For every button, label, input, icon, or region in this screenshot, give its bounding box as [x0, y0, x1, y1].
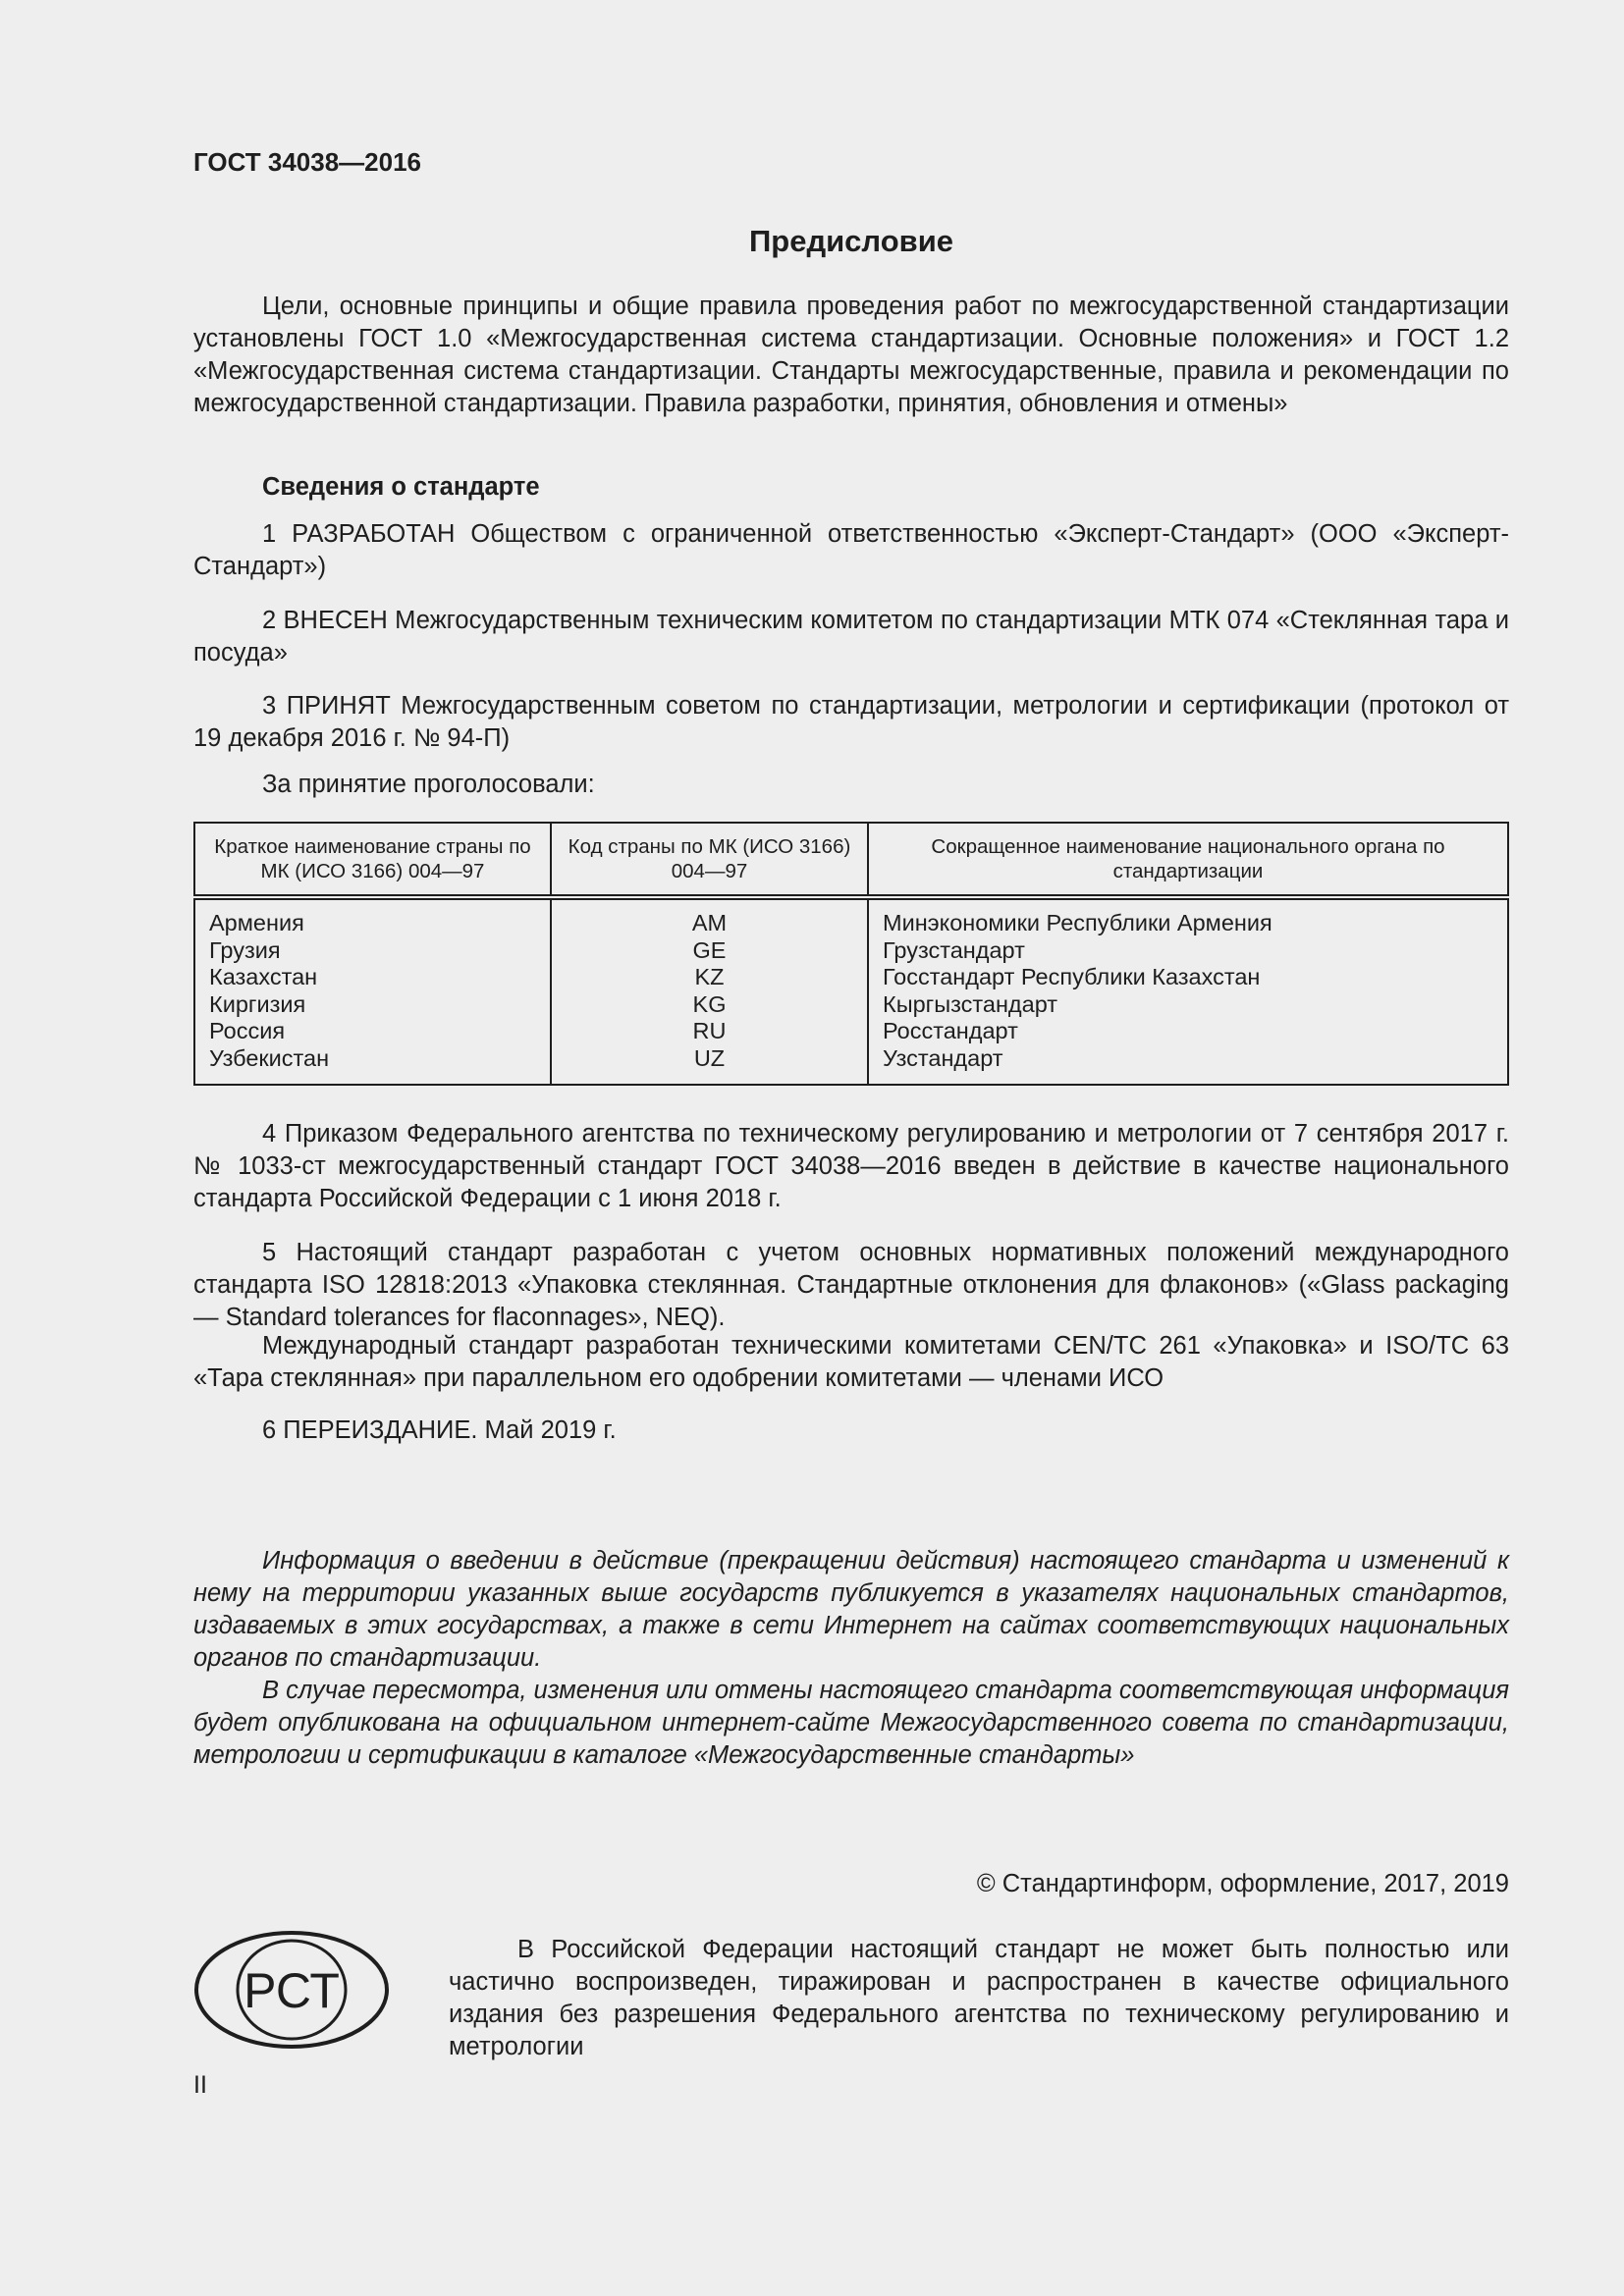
rst-logo: [193, 1929, 390, 2056]
item-4: 4 Приказом Федерального агентства по техническому регулированию и метрологии от 7 сентября 2017 г. № 1033-ст межгосударственный стандарт ГОСТ 34038—2016 введен в действие в качестве национального стандарта Российской Федерации с 1 июня 2018 г.: [193, 1120, 1509, 1212]
logo-text: РСТ: [244, 1963, 340, 2018]
country-name: Казахстан: [209, 964, 318, 989]
rights-notice: В Российской Федерации настоящий стандарт не может быть полностью или частично воспроизведен, тиражирован и распространен в качестве официального издания без разрешения Федерального агентства по техническому регулированию и метрологии: [449, 1936, 1509, 2060]
authority-name: Минэкономики Республики Армения: [883, 910, 1272, 935]
item-2: 2 ВНЕСЕН Межгосударственным техническим комитетом по стандартизации МТК 074 «Стеклянная тара и посуда»: [193, 607, 1509, 667]
country-code: GE: [692, 936, 727, 963]
code-column: [551, 897, 868, 1085]
info-heading: Сведения о стандарте: [262, 473, 540, 501]
country-name: Грузия: [209, 936, 281, 963]
authority-name: Грузстандарт: [883, 936, 1025, 963]
header-authority: Сокращенное наименование национального органа по стандартизации: [868, 823, 1508, 897]
country-code: UZ: [693, 1044, 726, 1071]
item-6: 6 ПЕРЕИЗДАНИЕ. Май 2019 г.: [262, 1416, 617, 1444]
intro-paragraph: Цели, основные принципы и общие правила проведения работ по межгосударственной стандартизации установлены ГОСТ 1.0 «Межгосударственная система стандартизации. Основные положения» и ГОСТ 1.2 «Межгосударственная система стандартизации. Стандарты межгосударственные, правила и рекомендации по межгосударственной стандартизации. Правила разработки, принятия, обновления и отмены»: [193, 293, 1509, 417]
item-1: 1 РАЗРАБОТАН Обществом с ограниченной ответственностью «Эксперт-Стандарт» (ООО «Эксперт-Стандарт»): [193, 520, 1509, 580]
country-name: Россия: [209, 1018, 286, 1043]
notice-paragraph-2: В случае пересмотра, изменения или отмены настоящего стандарта соответствующая информация будет опубликована на официальном интернет-сайте Межгосударственного совета по стандартизации, метрологии и сертификации в каталоге «Межгосударственные стандарты»: [193, 1677, 1509, 1769]
logo-letters: [244, 1963, 340, 2018]
copyright-notice: © Стандартинформ, оформление, 2017, 2019: [976, 1870, 1509, 1897]
item-5-continuation: Международный стандарт разработан техническими комитетами CEN/TC 261 «Упаковка» и ISO/TC 63 «Тара стеклянная» при параллельном его одобрении комитетами — членами ИСО: [193, 1332, 1509, 1392]
rst-logo-icon: [193, 1929, 390, 2052]
authority-name: Узстандарт: [883, 1044, 1003, 1071]
country-name: Киргизия: [209, 990, 306, 1017]
document-code: ГОСТ 34038—2016: [193, 147, 421, 177]
item-5: 5 Настоящий стандарт разработан с учетом основных нормативных положений международного стандарта ISO 12818:2013 «Упаковка стеклянная. Стандартные отклонения для флаконов» («Glass packaging — Standard tolerances for flaconnages», NEQ).: [193, 1239, 1509, 1331]
authority-column: [868, 897, 1508, 1085]
country-code: KZ: [694, 964, 725, 989]
country-code: AM: [691, 910, 728, 935]
country-column: [194, 897, 551, 1085]
page-title: Предисловие: [748, 224, 953, 258]
voters-table: [193, 822, 1509, 1086]
notice-paragraph-1: Информация о введении в действие (прекращении действия) настоящего стандарта и изменений к нему на территории указанных выше государств публикуется в указателях национальных стандартов, издаваемых в этих государствах, а также в сети Интернет на сайтах соответствующих национальных органов по стандартизации.: [193, 1547, 1509, 1672]
header-code: Код страны по МК (ИСО 3166) 004—97: [551, 823, 868, 897]
authority-name: Кыргызстандарт: [883, 990, 1058, 1017]
page-number: II: [193, 2071, 207, 2099]
authority-name: Госстандарт Республики Казахстан: [883, 964, 1261, 989]
table-body-row: [194, 897, 1508, 1085]
country-code: KG: [692, 990, 727, 1017]
table-header-row: [194, 823, 1508, 897]
country-code: RU: [692, 1018, 727, 1043]
country-name: Армения: [209, 910, 304, 935]
authority-name: Росстандарт: [883, 1018, 1018, 1043]
header-country: Краткое наименование страны по МК (ИСО 3166) 004—97: [194, 823, 551, 897]
item-3: 3 ПРИНЯТ Межгосударственным советом по стандартизации, метрологии и сертификации (протокол от 19 декабря 2016 г. № 94-П): [193, 692, 1509, 752]
country-name: Узбекистан: [209, 1044, 330, 1071]
voted-label: За принятие проголосовали:: [262, 771, 595, 798]
